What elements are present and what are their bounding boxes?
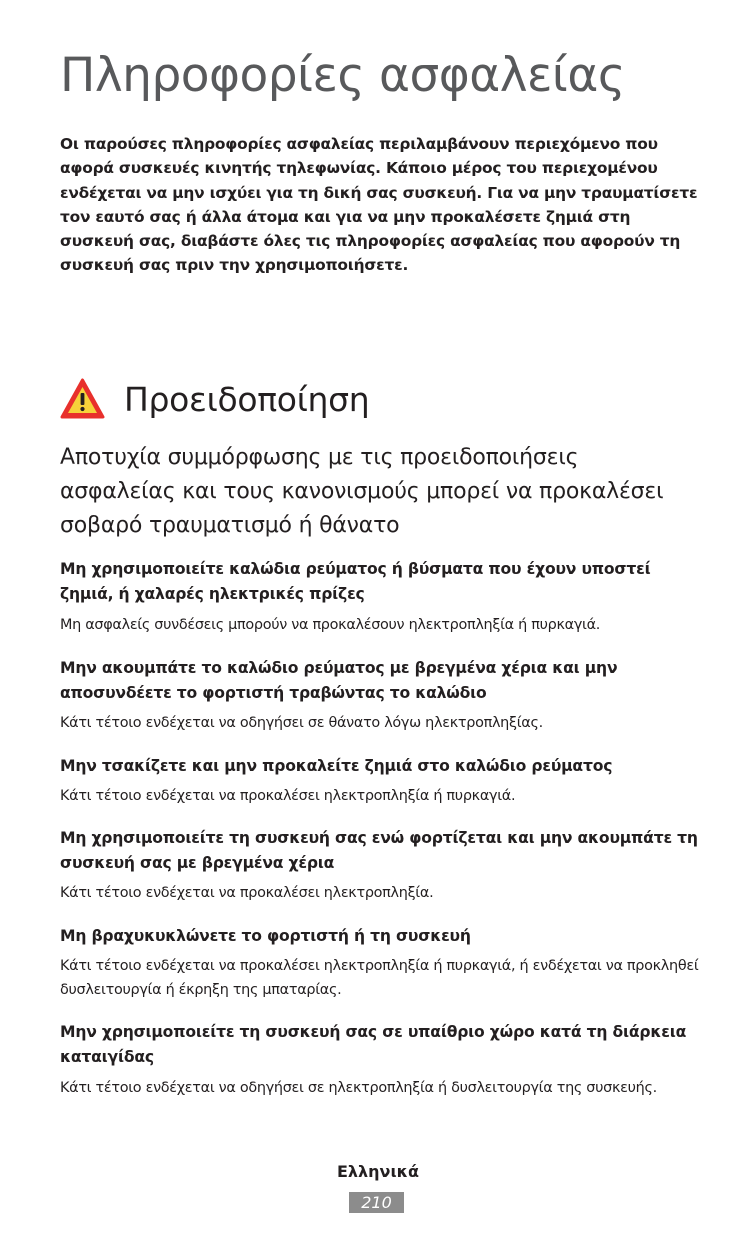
item-heading: Μην τσακίζετε και μην προκαλείτε ζημιά στο καλώδιο ρεύματος	[60, 757, 613, 775]
item-text: Κάτι τέτοιο ενδέχεται να οδηγήσει σε θάνατο λόγω ηλεκτροπληξίας.	[60, 715, 543, 731]
item-text: Κάτι τέτοιο ενδέχεται να οδηγήσει σε ηλεκτροπληξία ή δυσλειτουργία της συσκευής.	[60, 1080, 657, 1096]
item-heading: Μη χρησιμοποιείτε τη συσκευή σας ενώ φορτίζεται και μην ακουμπάτε τη συσκευή σας με βρεγμένα χέρια	[60, 829, 698, 872]
warning-subheading: Αποτυχία συμμόρφωσης με τις προειδοποιήσεις ασφαλείας και τους κανονισμούς μπορεί να προκαλέσει σοβαρό τραυματισμό ή θάνατο	[60, 445, 664, 538]
item-heading: Μη χρησιμοποιείτε καλώδια ρεύματος ή βύσματα που έχουν υποστεί ζημιά, ή χαλαρές ηλεκτρικές πρίζες	[60, 560, 651, 603]
intro-paragraph: Οι παρούσες πληροφορίες ασφαλείας περιλαμβάνουν περιεχόμενο που αφορά συσκευές κινητής τηλεφωνίας. Κάποιο μέρος του περιεχομένου ενδέχεται να μην ισχύει για τη δική σας συσκευή. Για να μην τραυματίσετε τον εαυτό σας ή άλλα άτομα και για να μην προκαλέσετε ζημιά στη συσκευή σας, διαβάστε όλες τις πληροφορίες ασφαλείας που αφορούν τη συσκευή σας πριν την χρησιμοποιήσετε.	[60, 135, 698, 275]
item-heading: Μην ακουμπάτε το καλώδιο ρεύματος με βρεγμένα χέρια και μην αποσυνδέετε το φορτιστή τραβώντας το καλώδιο	[60, 659, 618, 702]
page-title: Πληροφορίες ασφαλείας	[60, 48, 625, 103]
page-number: 210	[349, 1192, 404, 1213]
item-heading: Μη βραχυκυκλώνετε το φορτιστή ή τη συσκευή	[60, 927, 471, 945]
item-heading: Μην χρησιμοποιείτε τη συσκευή σας σε υπαίθριο χώρο κατά τη διάρκεια καταιγίδας	[60, 1023, 687, 1066]
footer-language: Ελληνικά	[336, 1162, 420, 1181]
item-text: Κάτι τέτοιο ενδέχεται να προκαλέσει ηλεκτροπληξία ή πυρκαγιά.	[60, 788, 516, 804]
item-text: Κάτι τέτοιο ενδέχεται να προκαλέσει ηλεκτροπληξία ή πυρκαγιά, ή ενδέχεται να προκληθεί δυσλειτουργία ή έκρηξη της μπαταρίας.	[60, 958, 699, 998]
item-text: Κάτι τέτοιο ενδέχεται να προκαλέσει ηλεκτροπληξία.	[60, 885, 434, 901]
warning-triangle-icon	[60, 378, 105, 420]
item-text: Μη ασφαλείς συνδέσεις μπορούν να προκαλέσουν ηλεκτροπληξία ή πυρκαγιά.	[60, 617, 601, 633]
warning-heading: Προειδοποίηση	[124, 379, 370, 419]
warning-header	[60, 378, 369, 420]
